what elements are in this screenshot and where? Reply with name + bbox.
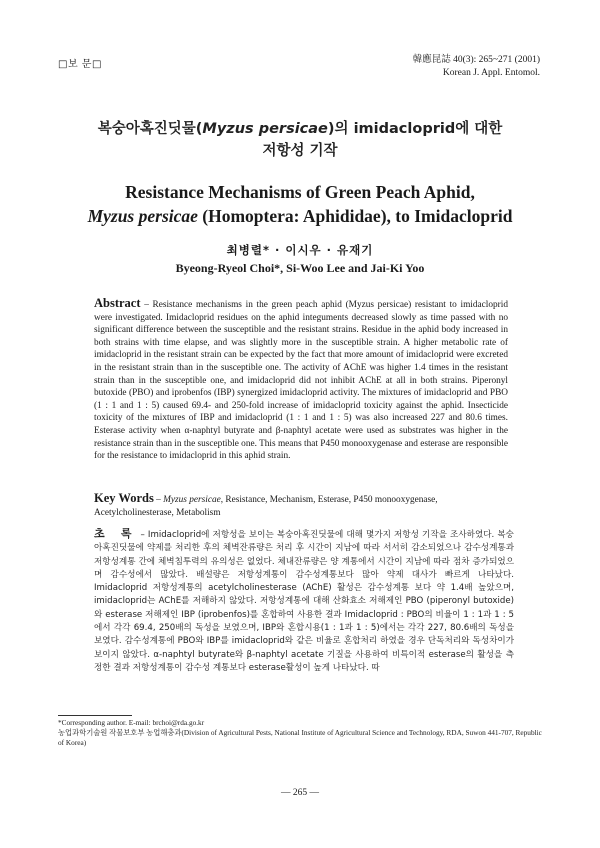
korean-title bbox=[0, 118, 600, 162]
korean-abstract-heading: 초 록 bbox=[94, 527, 138, 540]
authors-english: Byeong-Ryeol Choi*, Si-Woo Lee and Jai-Ki Yoo bbox=[175, 261, 425, 275]
authors-korean: 최병렬* · 이시우 · 유재기 bbox=[226, 243, 374, 257]
abstract bbox=[94, 297, 508, 463]
en-title-line2: (Homoptera: Aphididae), to Imidacloprid bbox=[197, 206, 513, 226]
journal-ko: 韓應昆誌 40(3): 265~271 (2001) bbox=[412, 55, 540, 65]
korean-abstract bbox=[94, 527, 514, 675]
section-label: □보 문□ bbox=[58, 59, 102, 70]
keywords-dash: – bbox=[153, 495, 164, 505]
keywords-heading: Key Words bbox=[94, 491, 154, 505]
english-title bbox=[0, 180, 600, 228]
abstract-text: – Resistance mechanisms in the green peach aphid (Myzus persicae) resistant to imidacloprid were investigated. Imidacloprid residues on the aphid integuments decreased slowly as time passed with no significant difference between the susceptible and the resistant strains. Residue in the aphid body increased in both strains with time elapse, and was slightly more in the susceptible strain. A higher metabolic rate of imidacloprid in the resistant strain can be expected by the fact that more amount of imidacloprid were excreted in the resistant strain than in the susceptible one. The activity of AChE was higher 1.4 times in the resistant strain than in the susceptible one, and imidacloprid did not inhibit AChE at all in both strains. Piperonyl butoxide (PBO) and iprobenfos (IBP) synergized imidacloprid activity. The mixtures of imidacloprid and PBO (1 : 1 and 1 : 5) caused 69.4- and 250-fold increase of imidacloprid toxicity against the aphid. Insecticide toxicity of the mixtures of IBP and imidacloprid (1 : 1 and 1 : 5) was also increased 227 and 80.6 times. Esterase activity when α-naphtyl butyrate and β-naphtyl acetate were used as substrates was higher in the resistance strain than in the susceptible one. This means that P450 monooxygenase and esterase are responsible for the resistance to imidacloprid in this aphid strain. bbox=[94, 300, 508, 462]
page-number: — 265 — bbox=[281, 788, 319, 798]
korean-abstract-text: – Imidacloprid에 저항성을 보이는 복숭아혹진딧물에 대해 몇가지 저항성 기작을 조사하였다. 복숭아혹진딧물에 약제를 처리한 후의 체벽잔류량은 처리 후 시간이 지남에 따라 서서히 감소되었으나 감수성계통과 저항성계통 간에 체벽침투력의 유의성은 없었다. 체내잔류량은 양 계통에서 시간이 지남에 따라 점차 증가되었으며 감수성에서 많았다. 배설량은 저항성계통이 감수성계통보다 많아 약제 대사가 빠르게 나타났다. Imidacloprid 저항성계통의 acetylcholinesterase (AChE) 활성은 감수성계통 보다 약 1.4배 높았으며, imidacloprid는 AChE를 저해하지 않았다. 저항성계통에 대해 산화효소 저해제인 PBO (piperonyl butoxide)와 esterase 저해제인 IBP (iprobenfos)를 혼합하여 사용한 결과 Imidacloprid : PBO의 비율이 1 : 1과 1 : 5에서 각각 69.4, 250배의 독성을 보였으며, IBP와 혼합시용(1 : 1과 1 : 5)에서는 각각 227, 80.6배의 독성을 보였다. 감수성계통에 PBO와 IBP를 imidacloprid와 같은 비율로 혼합처리 하였을 경우 단독처리와 독성차이가 보이지 않았다. α-naphtyl butyrate와 β-naphtyl acetate 기질을 사용하여 비특이적 esterase의 활성을 측정한 결과 저항성계통이 감수성 계통보다 esterase활성이 높게 나타났다. 따 bbox=[94, 530, 514, 673]
en-title-line1: Resistance Mechanisms of Green Peach Aphid, bbox=[125, 182, 475, 202]
en-title-species: Myzus persicae bbox=[87, 206, 198, 226]
keywords-species: Myzus persicae bbox=[163, 495, 221, 505]
corresponding-author: *Corresponding author. E-mail: brchoi@rda.go.kr bbox=[58, 718, 205, 727]
affiliation: 농업과학기술원 작물보호부 농업해충과(Division of Agricultural Pests, National Institute of Agricultural Science and Technology, RDA, Suwon 441-707, Republic of Korea) bbox=[58, 728, 542, 747]
journal-citation bbox=[413, 54, 540, 80]
footnote bbox=[58, 718, 548, 748]
ko-title-part1: 복숭아혹진딧물( bbox=[97, 121, 203, 137]
keywords-text: , Resistance, Mechanism, Esterase, P450 monooxygenase, Acetylcholinesterase, Metabolism bbox=[94, 495, 438, 518]
footnote-divider bbox=[58, 715, 132, 716]
ko-title-line2: 저항성 기작 bbox=[262, 143, 338, 159]
key-words bbox=[94, 492, 508, 519]
ko-title-part2: )의 imidacloprid에 대한 bbox=[327, 121, 503, 137]
abstract-heading: Abstract bbox=[94, 296, 141, 310]
ko-title-species: Myzus persicae bbox=[202, 121, 328, 137]
journal-en: Korean J. Appl. Entomol. bbox=[442, 68, 540, 78]
